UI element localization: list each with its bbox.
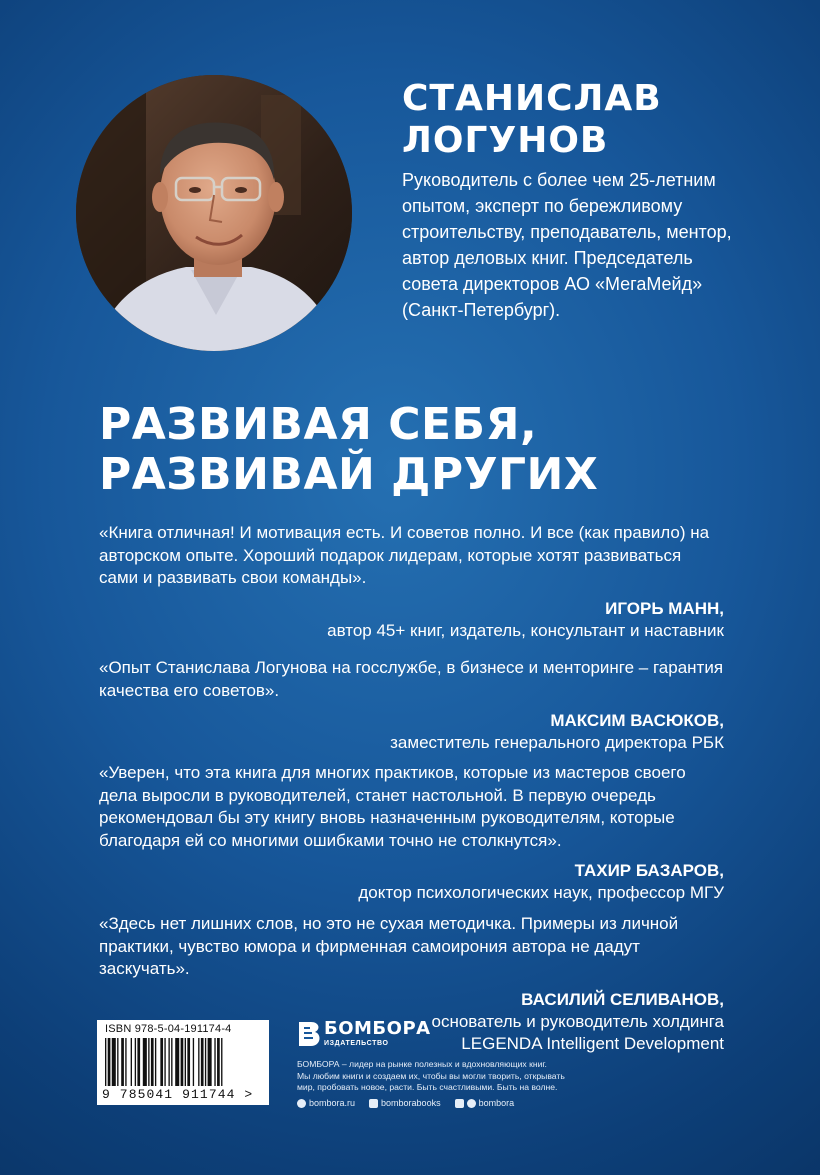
bombora-logo-icon (297, 1020, 323, 1050)
isbn-number: ISBN 978-5-04-191174-4 (105, 1023, 232, 1035)
isbn-barcode (97, 1020, 269, 1105)
review-quote (99, 657, 724, 754)
book-title-line2: РАЗВИВАЙ ДРУГИХ (99, 449, 599, 500)
author-name-first: СТАНИСЛАВ (402, 78, 662, 119)
quote-text: «Опыт Станислава Логунова на госслужбе, в бизнесе и менторинге – гарантия качества его советов». (99, 658, 724, 700)
social-link[interactable]: bombora (455, 1098, 515, 1108)
quote-attribution: МАКСИМ ВАСЮКОВ, заместитель генерального директора РБК (99, 710, 724, 754)
author-photo (76, 75, 352, 351)
vk-icon (369, 1099, 378, 1108)
quote-text: «Книга отличная! И мотивация есть. И советов полно. И все (как правило) на авторском опыте. Хороший подарок лидерам, которые хотят развиваться сами и развивать свои команды». (99, 523, 710, 587)
author-bio: Руководитель с более чем 25-летним опытом, эксперт по бережливому строительству, преподаватель, ментор, автор деловых книг. Председатель совета директоров АО «МегаМейд» (Санкт-Петербург). (402, 170, 732, 320)
social-link[interactable]: bomborabooks (369, 1098, 441, 1108)
quote-text: «Здесь нет лишних слов, но это не сухая методичка. Примеры из личной практики, чувство юмора и фирменная самоирония автора не дадут заскучать». (99, 914, 679, 978)
reviewer-role: автор 45+ книг, издатель, консультант и наставник (327, 620, 724, 640)
reviewer-name: ТАХИР БАЗАРОВ (574, 861, 720, 880)
publisher-socials (297, 1098, 514, 1108)
barcode-icon (105, 1038, 261, 1088)
publisher-description: БОМБОРА – лидер на рынке полезных и вдохновляющих книг. Мы любим книги и создаем их, чтобы вы могли творить, открывать мир, пробовать новое, расти. Быть счастливыми. Быть на волне. (297, 1059, 565, 1092)
reviewer-role: основатель и руководитель холдинга (431, 1011, 724, 1031)
reviewer-role: заместитель генерального директора РБК (390, 733, 724, 752)
reviewer-role: доктор психологических наук, профессор МГУ (358, 883, 724, 902)
reviewer-name: ВАСИЛИЙ СЕЛИВАНОВ (521, 989, 720, 1009)
quote-attribution: ВАСИЛИЙ СЕЛИВАНОВ, основатель и руководитель холдинга LEGENDA Intelligent Development (99, 989, 724, 1055)
book-title (99, 400, 598, 500)
publisher-logo (324, 1019, 431, 1048)
reviewer-name: МАКСИМ ВАСЮКОВ (550, 711, 720, 730)
publisher-name: БОМБОРА (324, 1018, 431, 1039)
publisher-subtitle: ИЗДАТЕЛЬСТВО (324, 1040, 389, 1047)
quote-attribution: ТАХИР БАЗАРОВ, доктор психологических наук, профессор МГУ (99, 860, 724, 904)
youtube-icon (455, 1099, 464, 1108)
reviewer-role: LEGENDA Intelligent Development (461, 1033, 724, 1053)
reviewer-name: ИГОРЬ МАНН (605, 598, 720, 618)
quote-text: «Уверен, что эта книга для многих практиков, которые из мастеров своего дела выросли в руководителей, станет настольной. В первую очередь рекомендовал бы эту книгу вновь назначенным руководителям, которые благодаря ей со многими ошибками точно не столкнутся». (99, 763, 686, 850)
telegram-icon (467, 1099, 476, 1108)
quote-attribution: ИГОРЬ МАНН, автор 45+ книг, издатель, консультант и наставник (99, 598, 724, 642)
book-title-line1: РАЗВИВАЯ СЕБЯ, (99, 399, 538, 450)
author-portrait-image (76, 75, 352, 351)
barcode-digits: 9 785041 911744 > (102, 1087, 254, 1102)
author-name-last: ЛОГУНОВ (402, 120, 609, 161)
review-quote (99, 762, 724, 904)
author-name (402, 78, 662, 162)
review-quote (99, 522, 724, 642)
instagram-icon (297, 1099, 306, 1108)
social-link[interactable]: bombora.ru (297, 1098, 355, 1108)
